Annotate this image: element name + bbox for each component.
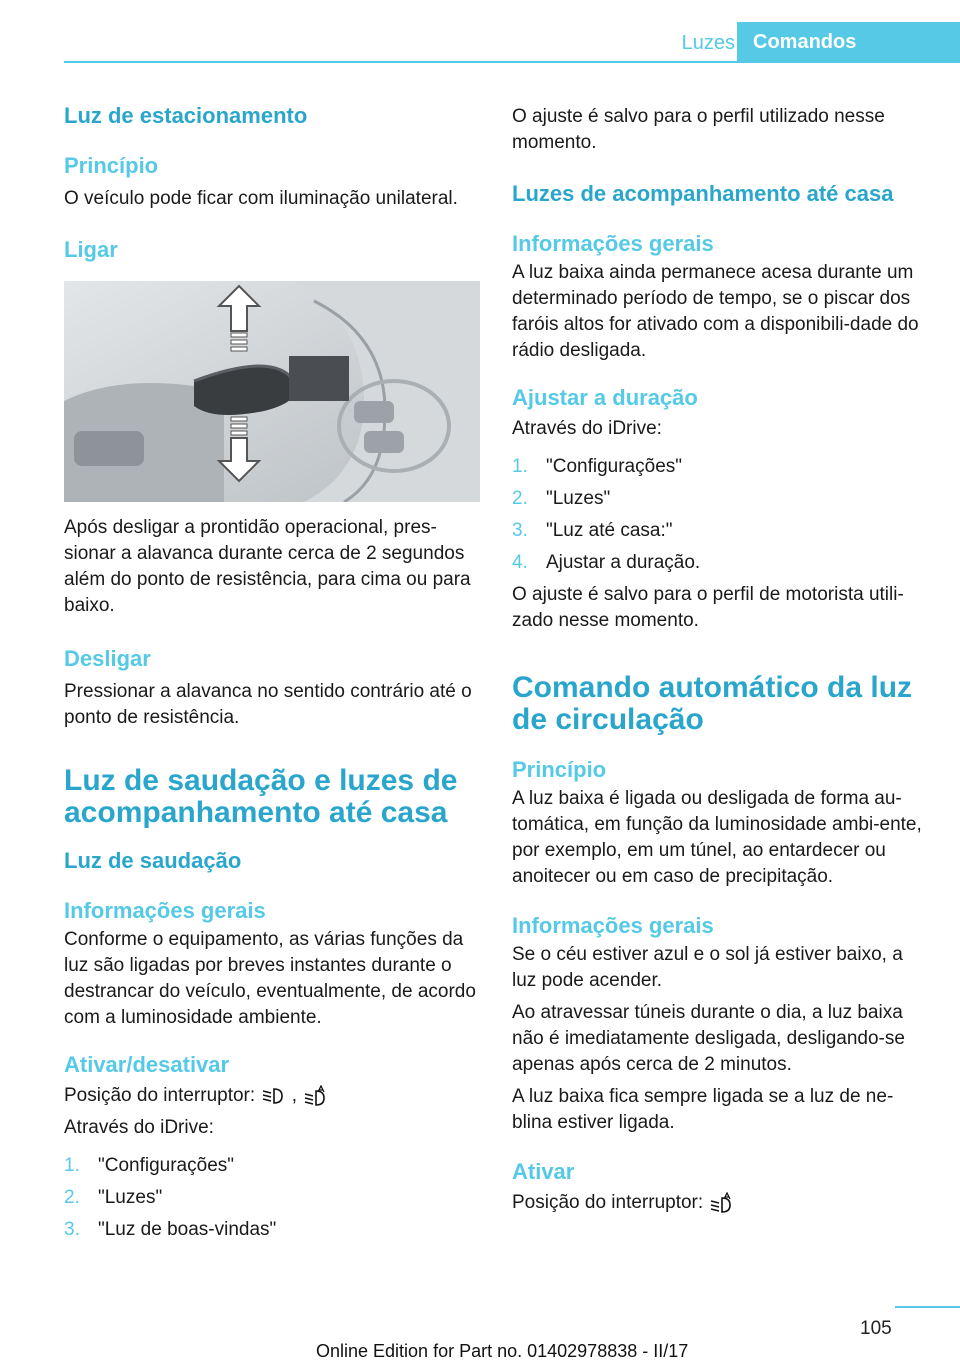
saved-driver-profile-text: O ajuste é salvo para o perfil de motorista utili‐zado nesse momento. — [512, 584, 904, 631]
list-item-number: 1. — [64, 1155, 80, 1176]
list-item-number: 3. — [512, 520, 528, 541]
heading-parking-light: Luz de estacionamento — [64, 103, 308, 128]
list-item-number: 2. — [512, 488, 528, 509]
left-column — [64, 100, 482, 1243]
switch-off-text: Pressionar a alavanca no sentido contrário até o ponto de resistência. — [64, 681, 472, 728]
welcome-steps-list — [64, 1153, 482, 1243]
list-item — [512, 454, 930, 480]
edition-footer: Online Edition for Part no. 01402978838 - II/17 — [316, 1341, 689, 1361]
page-number: 105 — [860, 1318, 892, 1339]
list-item — [512, 486, 930, 512]
switch-position-line — [512, 1190, 930, 1216]
chapter-tab-comandos: Comandos — [737, 22, 960, 62]
heading-switch-off: Desligar — [64, 646, 151, 671]
list-item — [64, 1153, 482, 1179]
follow-home-info-text: A luz baixa ainda permanece acesa durante um determinado período de tempo, se o piscar dos faróis altos for ativado com a disponibili‐dade do rádio desligada. — [512, 262, 919, 361]
heading-general-info: Informações gerais — [512, 231, 714, 256]
heading-auto-headlight: Comando automático da luz de circulação — [512, 671, 913, 736]
turn-signal-lever-image — [64, 281, 480, 502]
heading-adjust-duration: Ajustar a duração — [512, 385, 698, 410]
saved-profile-text: O ajuste é salvo para o perfil utilizado nesse momento. — [512, 106, 885, 153]
list-item — [64, 1217, 482, 1243]
auto-headlight-icon — [302, 1085, 328, 1107]
heading-general-info: Informações gerais — [64, 898, 266, 923]
list-item-text: "Luz de boas-vindas" — [98, 1219, 277, 1240]
list-item-text: "Configurações" — [546, 456, 683, 477]
low-beam-icon — [260, 1085, 286, 1107]
footer-rule — [895, 1306, 960, 1308]
auto-info-text-1: Se o céu estiver azul e o sol já estiver baixo, a luz pode acender. — [512, 944, 903, 991]
list-item-number: 1. — [512, 456, 528, 477]
heading-principle: Princípio — [64, 153, 159, 178]
list-item-text: "Luzes" — [98, 1187, 163, 1208]
section-tab-luzes: Luzes — [681, 32, 735, 54]
list-item-number: 4. — [512, 552, 528, 573]
header-rule — [64, 61, 960, 63]
heading-general-info: Informações gerais — [512, 913, 714, 938]
switch-position-label: Posição do interruptor: — [64, 1085, 256, 1106]
via-idrive-label: Através do iDrive: — [64, 1117, 214, 1138]
heading-activate: Ativar — [512, 1159, 575, 1184]
heading-switch-on: Ligar — [64, 237, 118, 262]
auto-info-text-3: A luz baixa fica sempre ligada se a luz de ne‐blina estiver ligada. — [512, 1086, 894, 1133]
heading-principle: Princípio — [512, 757, 607, 782]
list-item — [512, 518, 930, 544]
right-column — [512, 100, 930, 1216]
auto-principle-text: A luz baixa é ligada ou desligada de forma au‐tomática, em função da luminosidade ambi‐ente, por exemplo, em um túnel, ao entardecer ou anoitecer ou em caso de precipitação. — [512, 788, 922, 887]
list-item-text: "Configurações" — [98, 1155, 235, 1176]
principle-text: O veículo pode ficar com iluminação unilateral. — [64, 188, 458, 209]
auto-headlight-icon — [708, 1192, 734, 1214]
switch-separator: , — [291, 1085, 298, 1106]
general-info-text: Conforme o equipamento, as várias funções da luz são ligadas por breves instantes durante o destrancar do veículo, eventualmente, de acordo com a luminosidade ambiente. — [64, 929, 476, 1028]
heading-welcome-light: Luz de saudação — [64, 848, 242, 873]
via-idrive-label: Através do iDrive: — [512, 418, 662, 439]
switch-on-text: Após desligar a prontidão operacional, pres‐sionar a alavanca durante cerca de 2 segundos além do ponto de resistência, para cima ou para baixo. — [64, 517, 471, 616]
heading-activate-deactivate: Ativar/desativar — [64, 1052, 230, 1077]
switch-position-label: Posição do interruptor: — [512, 1192, 704, 1213]
switch-position-line — [64, 1083, 482, 1109]
auto-info-text-2: Ao atravessar túneis durante o dia, a luz baixa não é imediatamente desligada, desligando-se apenas após cerca de 2 minutos. — [512, 1002, 905, 1075]
list-item-text: "Luzes" — [546, 488, 611, 509]
duration-steps-list — [512, 454, 930, 576]
heading-follow-home: Luzes de acompanhamento até casa — [512, 181, 894, 206]
list-item-number: 3. — [64, 1219, 80, 1240]
list-item — [64, 1185, 482, 1211]
list-item-text: Ajustar a duração. — [546, 552, 701, 573]
list-item — [512, 550, 930, 576]
list-item-text: "Luz até casa:" — [546, 520, 673, 541]
list-item-number: 2. — [64, 1187, 80, 1208]
heading-welcome-follow-home: Luz de saudação e luzes de acompanhamento até casa — [64, 764, 458, 829]
